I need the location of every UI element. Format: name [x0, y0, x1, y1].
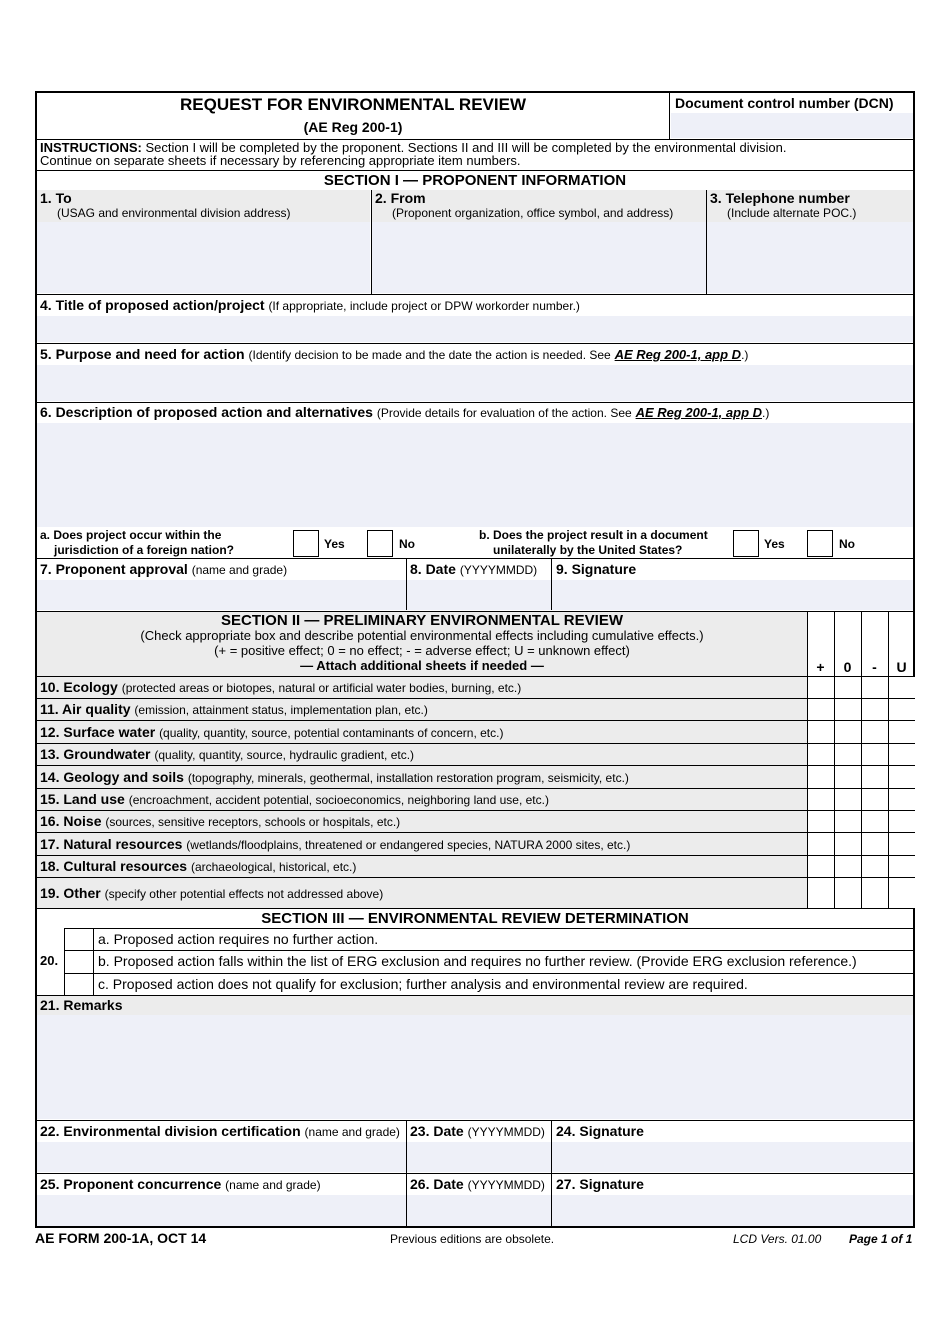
determination-option: c. Proposed action does not qualify for exclusion; further analysis and environmental review are required.: [98, 976, 748, 992]
version-label: LCD Vers. 01.00: [733, 1232, 822, 1246]
effect-checkbox[interactable]: [889, 744, 915, 765]
unilateral-yes-checkbox[interactable]: [733, 530, 759, 557]
effect-checkbox[interactable]: [889, 833, 915, 855]
effect-row-label: 17. Natural resources (wetlands/floodplains, threatened or endangered species, NATURA 2000 sites, etc.): [40, 836, 631, 852]
section-3-title: SECTION III — ENVIRONMENTAL REVIEW DETERMINATION: [261, 910, 689, 927]
effect-row-label: 10. Ecology (protected areas or biotopes, natural or artificial water bodies, burning, etc.): [40, 679, 522, 695]
concurrence-date-input[interactable]: [407, 1195, 551, 1226]
effect-checkbox[interactable]: [808, 811, 834, 832]
approval-signature-input[interactable]: [552, 580, 913, 610]
foreign-nation-no-checkbox[interactable]: [367, 530, 393, 557]
section-2-title: SECTION II — PRELIMINARY ENVIRONMENTAL REVIEW: [221, 612, 623, 629]
environmental-review-form: [35, 91, 915, 1228]
proponent-concurrence-input[interactable]: [37, 1195, 406, 1226]
certification-signature-label: 24. Signature: [556, 1123, 644, 1139]
certification-date-label: 23. Date (YYYYMMDD): [410, 1123, 545, 1139]
determination-option: b. Proposed action falls within the list of ERG exclusion and requires no further review. (Provide ERG exclusion reference.): [98, 953, 857, 969]
effect-column-header: +: [816, 659, 825, 675]
from-hint: (Proponent organization, office symbol, and address): [392, 206, 674, 220]
concurrence-signature-input[interactable]: [552, 1195, 913, 1226]
section-2-attach-note: — Attach additional sheets if needed —: [300, 658, 544, 673]
effect-checkbox[interactable]: [808, 766, 834, 788]
description-input[interactable]: [37, 423, 913, 527]
env-certification-input[interactable]: [37, 1142, 406, 1172]
effect-checkbox[interactable]: [862, 789, 888, 810]
effect-checkbox[interactable]: [889, 811, 915, 832]
telephone-label: 3. Telephone number: [710, 190, 850, 206]
effect-checkbox[interactable]: [862, 811, 888, 832]
effect-checkbox[interactable]: [835, 744, 861, 765]
to-input[interactable]: [37, 222, 370, 293]
effect-checkbox[interactable]: [889, 856, 915, 877]
remarks-label: 21. Remarks: [40, 997, 123, 1013]
effect-checkbox[interactable]: [808, 833, 834, 855]
effect-checkbox[interactable]: [889, 721, 915, 743]
concurrence-signature-label: 27. Signature: [556, 1176, 644, 1192]
telephone-hint: (Include alternate POC.): [727, 206, 857, 220]
proponent-approval-input[interactable]: [37, 580, 406, 610]
approval-date-input[interactable]: [407, 580, 551, 610]
instructions-text: Section I will be completed by the proponent. Sections II and III will be completed by the environmental division.: [145, 140, 787, 155]
instructions-label: INSTRUCTIONS:: [40, 140, 142, 155]
effect-checkbox[interactable]: [889, 789, 915, 810]
to-label: 1. To: [40, 190, 72, 206]
form-id: AE FORM 200-1A, OCT 14: [35, 1230, 207, 1246]
env-certification-label: 22. Environmental division certification (name and grade): [40, 1123, 400, 1139]
effect-row-label: 11. Air quality (emission, attainment status, implementation plan, etc.): [40, 701, 428, 717]
from-input[interactable]: [372, 222, 706, 293]
foreign-nation-yes-label: Yes: [324, 537, 345, 551]
approval-date-label: 8. Date (YYYYMMDD): [410, 561, 538, 577]
approval-signature-label: 9. Signature: [556, 561, 637, 577]
section-2-legend: (+ = positive effect; 0 = no effect; - = adverse effect; U = unknown effect): [214, 643, 630, 658]
section-1-title: SECTION I — PROPONENT INFORMATION: [323, 172, 627, 189]
concurrence-date-label: 26. Date (YYYYMMDD): [410, 1176, 545, 1192]
effect-row-label: 12. Surface water (quality, quantity, source, potential contaminants of concern, etc.): [40, 724, 504, 740]
project-title-input[interactable]: [37, 316, 913, 342]
foreign-nation-yes-checkbox[interactable]: [293, 530, 319, 557]
from-label: 2. From: [375, 190, 426, 206]
effect-checkbox[interactable]: [835, 699, 861, 720]
to-hint: (USAG and environmental division address): [57, 206, 291, 220]
determination-checkbox[interactable]: [65, 929, 93, 950]
effect-checkbox[interactable]: [889, 699, 915, 720]
effect-checkbox[interactable]: [889, 677, 915, 698]
ae-reg-link-2[interactable]: AE Reg 200-1, app D: [635, 405, 763, 420]
certification-date-input[interactable]: [407, 1142, 551, 1172]
unilateral-no-checkbox[interactable]: [807, 530, 833, 557]
effect-checkbox[interactable]: [889, 878, 915, 908]
effect-checkbox[interactable]: [835, 721, 861, 743]
effect-checkbox[interactable]: [808, 721, 834, 743]
instructions-text-2: Continue on separate sheets if necessary by referencing appropriate item numbers.: [40, 153, 521, 168]
effect-checkbox[interactable]: [808, 699, 834, 720]
determination-checkbox[interactable]: [65, 951, 93, 972]
telephone-input[interactable]: [707, 222, 913, 293]
determination-option: a. Proposed action requires no further action.: [98, 931, 379, 947]
effect-checkbox[interactable]: [862, 766, 888, 788]
proponent-approval-label: 7. Proponent approval (name and grade): [40, 561, 288, 577]
effect-checkbox[interactable]: [889, 766, 915, 788]
effect-column-header: 0: [843, 659, 852, 675]
effect-row-label: 15. Land use (encroachment, accident potential, socioeconomics, neighboring land use, etc.): [40, 791, 549, 807]
certification-signature-input[interactable]: [552, 1142, 913, 1172]
effect-checkbox[interactable]: [862, 744, 888, 765]
effect-checkbox[interactable]: [808, 856, 834, 877]
question-unilateral-document: b. Does the project result in a document unilaterally by the United States?: [479, 528, 708, 557]
effect-checkbox[interactable]: [835, 677, 861, 698]
effect-checkbox[interactable]: [808, 789, 834, 810]
obsolete-note: Previous editions are obsolete.: [390, 1232, 555, 1246]
question-foreign-nation: a. Does project occur within the jurisdiction of a foreign nation?: [40, 528, 234, 557]
effect-row-label: 19. Other (specify other potential effects not addressed above): [40, 885, 384, 901]
effect-checkbox[interactable]: [835, 856, 861, 877]
effect-checkbox[interactable]: [862, 878, 888, 908]
instructions: [40, 141, 910, 167]
determination-checkbox[interactable]: [65, 974, 93, 995]
effect-column-header: -: [872, 659, 877, 675]
effect-checkbox[interactable]: [835, 833, 861, 855]
dcn-input[interactable]: [671, 113, 913, 138]
effect-checkbox[interactable]: [808, 878, 834, 908]
page-number: Page 1 of 1: [849, 1232, 913, 1246]
purpose-input[interactable]: [37, 365, 913, 401]
effect-row-label: 18. Cultural resources (archaeological, historical, etc.): [40, 858, 357, 874]
remarks-input[interactable]: [37, 1015, 913, 1119]
unilateral-yes-label: Yes: [764, 537, 785, 551]
foreign-nation-no-label: No: [399, 537, 415, 551]
effect-checkbox[interactable]: [835, 878, 861, 908]
effect-checkbox[interactable]: [835, 789, 861, 810]
effect-checkbox[interactable]: [862, 699, 888, 720]
purpose-label: 5. Purpose and need for action (Identify decision to be made and the date the action is needed. See AE Reg 200-1, app D.): [40, 346, 749, 362]
unilateral-no-label: No: [839, 537, 855, 551]
effect-row-label: 13. Groundwater (quality, quantity, source, hydraulic gradient, etc.): [40, 746, 415, 762]
effect-checkbox[interactable]: [808, 744, 834, 765]
effect-column-header: U: [896, 659, 907, 675]
item-20-number: 20.: [40, 953, 59, 968]
effect-row-label: 16. Noise (sources, sensitive receptors, schools or hospitals, etc.): [40, 813, 401, 829]
effect-checkbox[interactable]: [808, 677, 834, 698]
section-2-instructions: (Check appropriate box and describe potential environmental effects including cumulative effects.): [140, 628, 704, 643]
ae-reg-link[interactable]: AE Reg 200-1, app D: [614, 347, 742, 362]
effect-checkbox[interactable]: [862, 677, 888, 698]
section-2-header: [37, 613, 807, 673]
effect-checkbox[interactable]: [862, 833, 888, 855]
form-subtitle: (AE Reg 200-1): [303, 119, 403, 135]
effect-checkbox[interactable]: [862, 721, 888, 743]
dcn-label: Document control number (DCN): [675, 95, 894, 111]
proponent-concurrence-label: 25. Proponent concurrence (name and grade): [40, 1176, 321, 1192]
effect-checkbox[interactable]: [862, 856, 888, 877]
form-title: REQUEST FOR ENVIRONMENTAL REVIEW: [179, 95, 526, 114]
project-title-label: 4. Title of proposed action/project (If appropriate, include project or DPW workorder number.): [40, 297, 580, 313]
effect-row-label: 14. Geology and soils (topography, minerals, geothermal, installation restoration program, seismicity, etc.): [40, 769, 629, 785]
description-label: 6. Description of proposed action and alternatives (Provide details for evaluation of the action. See AE Reg 200-1, app D.): [40, 404, 770, 420]
effect-checkbox[interactable]: [835, 811, 861, 832]
effect-checkbox[interactable]: [835, 766, 861, 788]
